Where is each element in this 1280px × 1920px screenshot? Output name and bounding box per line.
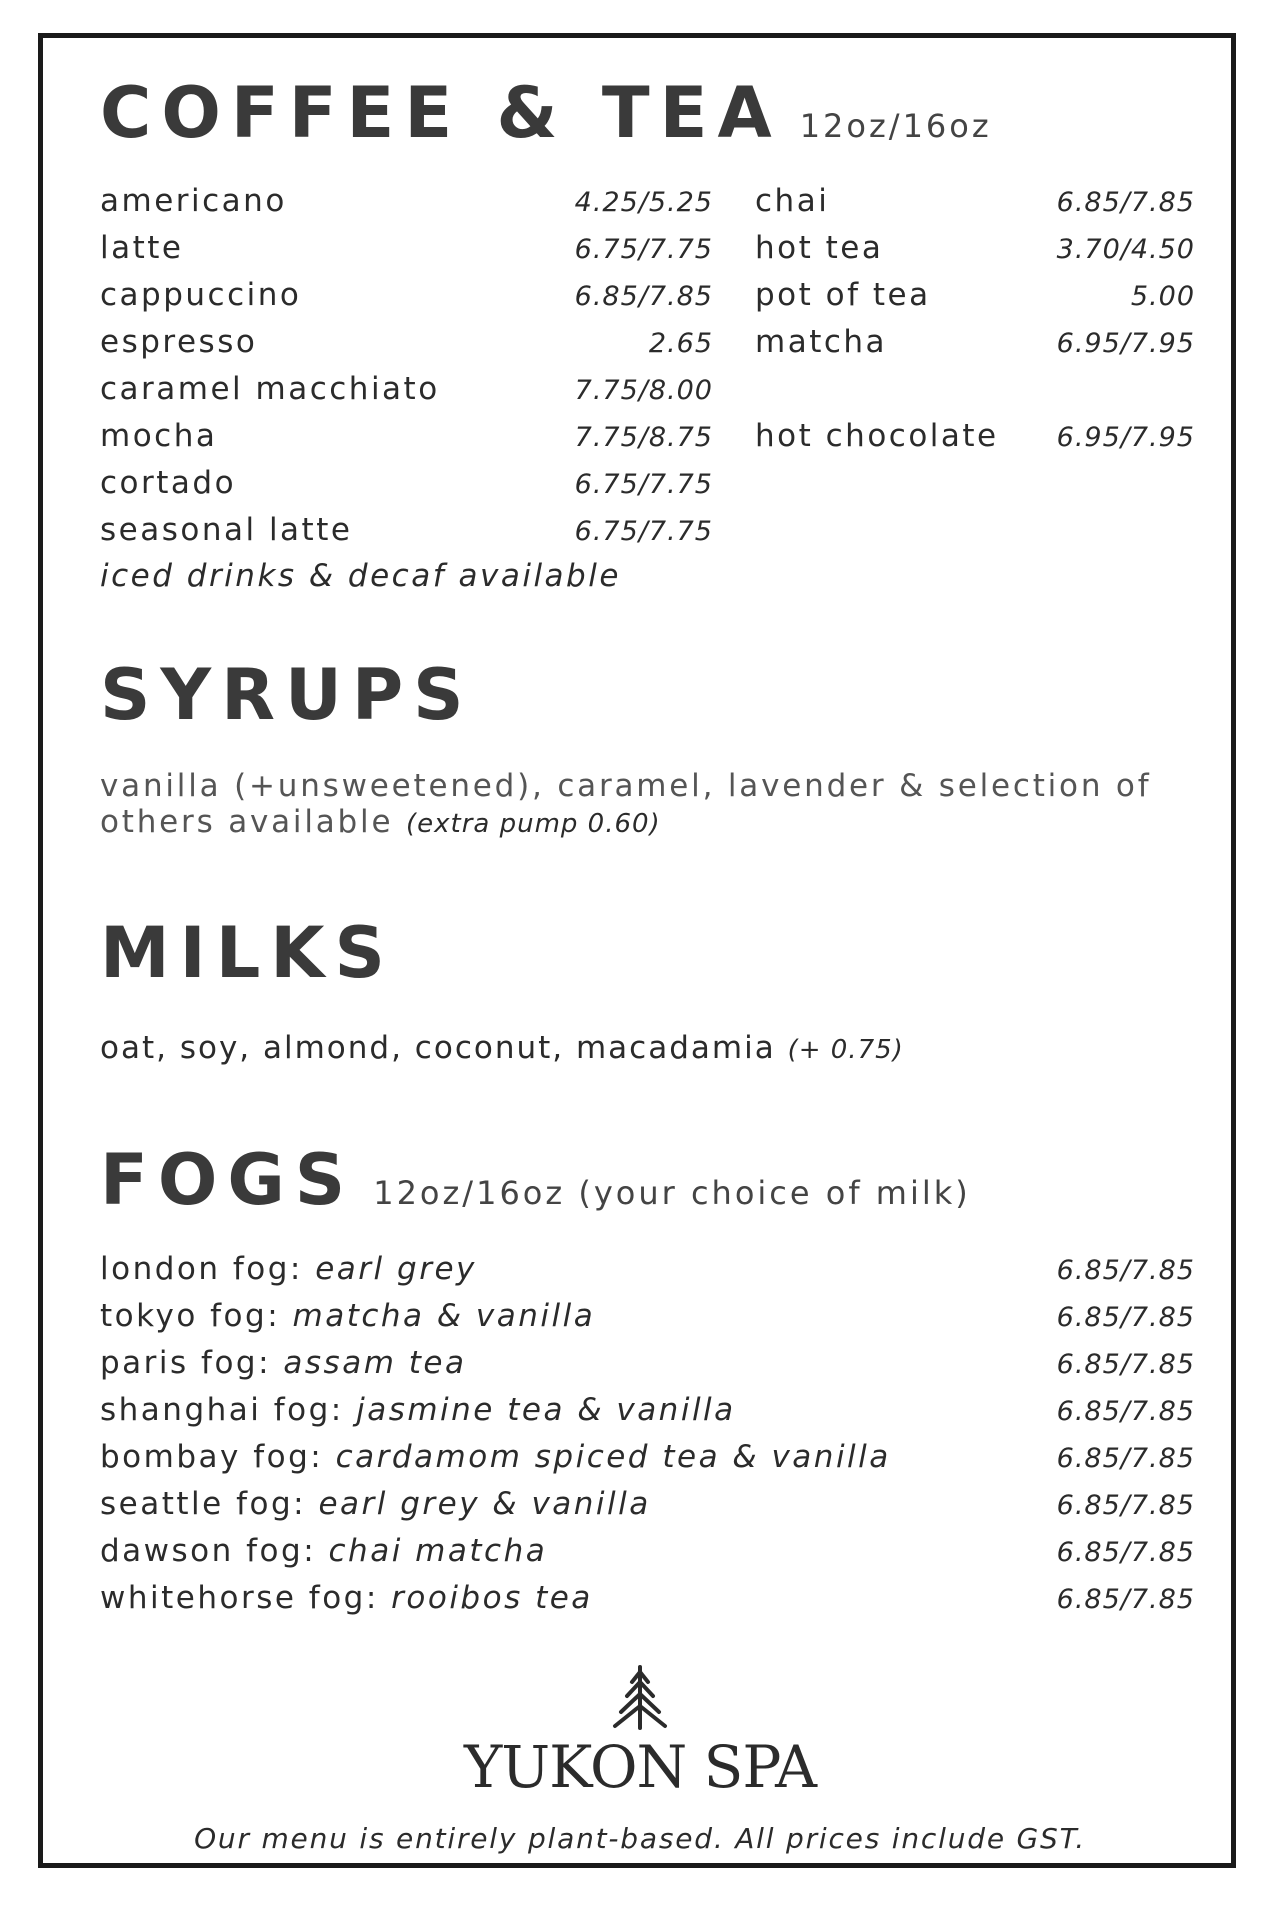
list-item xyxy=(100,1439,1195,1479)
fog-desc: assam tea xyxy=(283,1345,467,1381)
item-price: 6.85/7.85 xyxy=(1056,1349,1195,1380)
milks-options: oat, soy, almond, coconut, macadamia xyxy=(100,1030,776,1066)
fog-name: bombay fog: xyxy=(100,1439,324,1475)
item-price: 6.85/7.85 xyxy=(1056,1302,1195,1333)
syrups-title: SYRUPS xyxy=(100,654,474,736)
list-item xyxy=(100,465,713,505)
coffee-tea-title: COFFEE & TEA xyxy=(100,72,782,154)
fog-name: london fog: xyxy=(100,1251,303,1287)
item-price: 3.70/4.50 xyxy=(1056,234,1195,265)
list-item xyxy=(755,183,1195,223)
fog-desc: cardamom spiced tea & vanilla xyxy=(335,1439,891,1475)
milks-text xyxy=(100,1030,904,1066)
item-name: cortado xyxy=(100,465,237,501)
fogs-title: FOGS xyxy=(100,1139,356,1221)
item-name: hot tea xyxy=(755,230,884,266)
item-price: 6.85/7.85 xyxy=(1056,1255,1195,1286)
fogs-sizes: 12oz/16oz (your choice of milk) xyxy=(373,1174,971,1212)
item-price: 6.75/7.75 xyxy=(574,469,713,500)
fog-desc: earl grey & vanilla xyxy=(318,1486,651,1522)
coffee-tea-sizes: 12oz/16oz xyxy=(799,107,992,145)
item-price: 2.65 xyxy=(648,328,713,359)
item-name: chai xyxy=(755,183,830,219)
item-price: 6.85/7.85 xyxy=(1056,1537,1195,1568)
item-price: 4.25/5.25 xyxy=(574,187,713,218)
fog-name: seattle fog: xyxy=(100,1486,307,1522)
iced-decaf-note: iced drinks & decaf available xyxy=(100,558,621,594)
fog-desc: earl grey xyxy=(315,1251,477,1287)
fog-name: whitehorse fog: xyxy=(100,1580,379,1616)
item-price: 6.85/7.85 xyxy=(1056,1443,1195,1474)
list-item xyxy=(100,1486,1195,1526)
list-item xyxy=(100,1580,1195,1620)
item-price: 6.75/7.75 xyxy=(574,516,713,547)
list-item xyxy=(100,371,713,411)
list-item xyxy=(100,324,713,364)
item-name: caramel macchiato xyxy=(100,371,440,407)
item-price: 6.85/7.85 xyxy=(1056,187,1195,218)
item-price: 6.95/7.95 xyxy=(1056,422,1195,453)
list-item xyxy=(100,183,713,223)
footer-note: Our menu is entirely plant-based. All prices include GST. xyxy=(194,1822,1086,1855)
list-item xyxy=(100,230,713,270)
list-item xyxy=(100,418,713,458)
tree-icon xyxy=(610,1664,670,1730)
list-item xyxy=(755,324,1195,364)
fog-desc: jasmine tea & vanilla xyxy=(356,1392,736,1428)
item-price: 6.85/7.85 xyxy=(1056,1584,1195,1615)
item-price: 6.95/7.95 xyxy=(1056,328,1195,359)
syrups-heading xyxy=(100,654,474,736)
list-item xyxy=(100,512,713,552)
fog-desc: matcha & vanilla xyxy=(292,1298,596,1334)
fog-name: paris fog: xyxy=(100,1345,272,1381)
item-price: 6.85/7.85 xyxy=(574,281,713,312)
item-name: hot chocolate xyxy=(755,418,999,454)
list-item xyxy=(100,1345,1195,1385)
coffee-tea-heading xyxy=(100,72,992,154)
list-item xyxy=(100,1298,1195,1338)
list-item xyxy=(755,277,1195,317)
item-name: mocha xyxy=(100,418,218,454)
item-name: espresso xyxy=(100,324,258,360)
list-item xyxy=(100,277,713,317)
syrups-text xyxy=(100,768,1190,842)
item-price: 7.75/8.75 xyxy=(574,422,713,453)
milks-extra-price: (+ 0.75) xyxy=(787,1035,904,1065)
brand-logo-name: YUKON SPA xyxy=(464,1733,816,1801)
milks-title: MILKS xyxy=(100,912,395,994)
fog-name: tokyo fog: xyxy=(100,1298,281,1334)
item-name: matcha xyxy=(755,324,888,360)
fog-name: shanghai fog: xyxy=(100,1392,344,1428)
item-name: cappuccino xyxy=(100,277,302,313)
milks-heading xyxy=(100,912,395,994)
item-name: latte xyxy=(100,230,184,266)
item-price: 5.00 xyxy=(1130,281,1195,312)
fog-name: dawson fog: xyxy=(100,1533,317,1569)
item-price: 6.85/7.85 xyxy=(1056,1396,1195,1427)
item-name: pot of tea xyxy=(755,277,931,313)
syrups-extra-price: (extra pump 0.60) xyxy=(405,809,661,839)
list-item xyxy=(755,418,1195,458)
item-price: 7.75/8.00 xyxy=(574,375,713,406)
syrups-options: vanilla (+unsweetened), caramel, lavender & selection of others available xyxy=(100,768,1152,840)
fogs-heading xyxy=(100,1139,971,1221)
list-item xyxy=(100,1533,1195,1573)
item-price: 6.85/7.85 xyxy=(1056,1490,1195,1521)
list-item xyxy=(755,230,1195,270)
list-item xyxy=(100,1251,1195,1291)
list-item xyxy=(100,1392,1195,1432)
item-name: americano xyxy=(100,183,287,219)
item-price: 6.75/7.75 xyxy=(574,234,713,265)
item-name: seasonal latte xyxy=(100,512,353,548)
fog-desc: rooibos tea xyxy=(391,1580,593,1616)
fog-desc: chai matcha xyxy=(328,1533,548,1569)
